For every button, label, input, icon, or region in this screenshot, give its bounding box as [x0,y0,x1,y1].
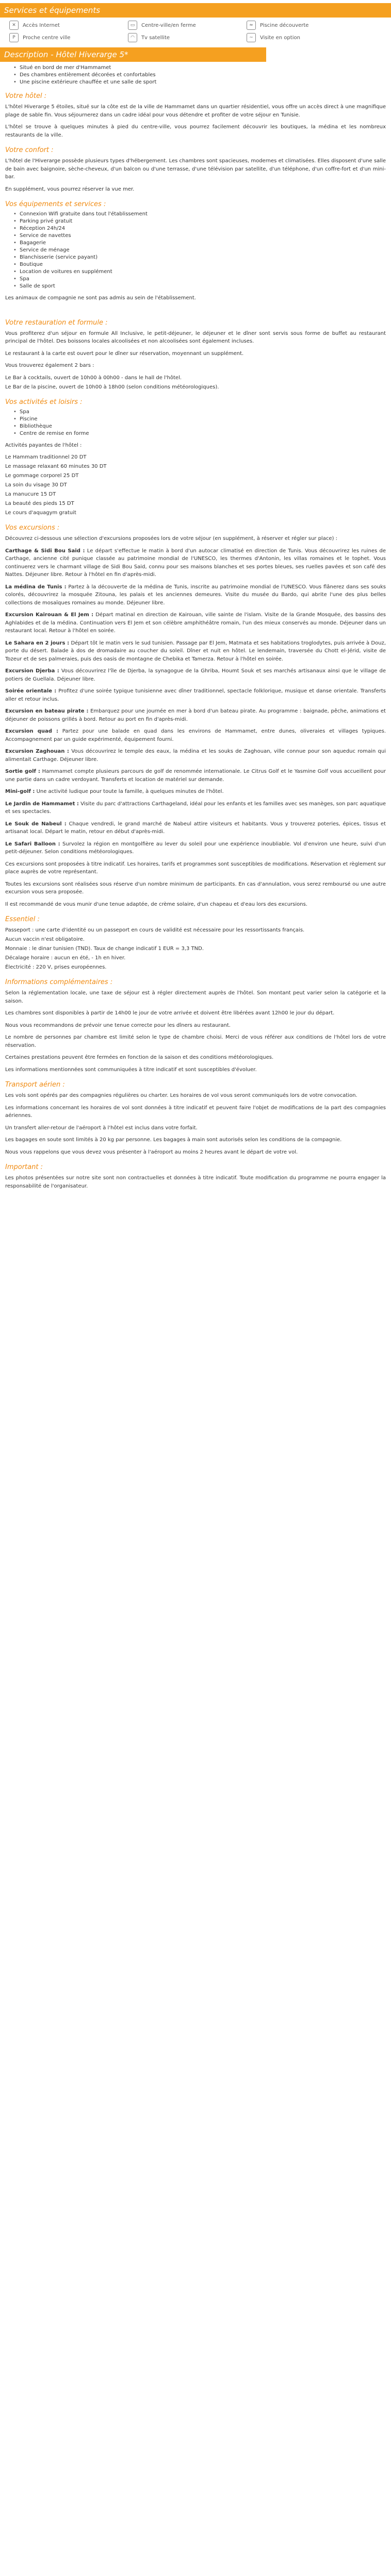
service-item [128,21,231,30]
excursion-text: Visite du parc d'attractions Carthageland, idéal pour les enfants et les familles avec ses manèges, son parc aquatique et ses spectacles. [5,801,386,815]
activites-list [13,409,391,436]
activite-item: • Centre de remise en forme [13,431,391,436]
service-item [9,21,112,30]
equipement-item: • Connexion Wifi gratuite dans tout l'établissement [13,211,391,217]
essentiel-item: Électricité : 220 V, prises européennes. [5,964,107,970]
restauration-para: Vous profiterez d'un séjour en formule All Inclusive, le petit-déjeuner, le déjeuner et le dîner sont servis sous forme de buffet au restaurant principal de l'hôtel. Des boissons locales alcoolisées et non alcoolisées sont également incluses. [5,330,386,344]
excursion-item [5,800,386,816]
pratiques-para: Les informations mentionnées sont communiquées à titre indicatif et sont susceptibles d'évoluer. [5,1066,257,1073]
excursion-text: Une activité ludique pour toute la famille, à quelques minutes de l'hôtel. [36,789,224,794]
services-grid [9,21,391,42]
paid-activite-item: Le massage relaxant 60 minutes 30 DT [5,464,107,469]
transport-para: Les bagages en soute sont limités à 20 kg par personne. Les bagages à main sont autorisés selon les conditions de la compagnie. [5,1137,342,1143]
excursion-item [5,583,386,607]
bar-item: Le Bar de la piscine, ouvert de 10h00 à 18h00 (selon conditions météorologiques). [5,384,219,390]
excursion-item [5,547,386,579]
equipement-item: • Service de ménage [13,247,391,253]
excursion-item [5,639,386,664]
activite-item: • Spa [13,409,391,415]
excursion-item [5,788,386,796]
service-item [247,21,350,30]
page [0,0,391,1205]
pratiques-title: Informations complémentaires : [5,978,113,986]
info-note: Ces excursions sont proposées à titre indicatif. Les horaires, tarifs et programmes sont susceptibles de modifications. Réservation et règlement sur place auprès de votre représentant. [5,861,386,875]
excursion-text: Partez à la découverte de la médina de Tunis, inscrite au patrimoine mondial de l'UNESCO. Vous flânerez dans ses souks colorés, découvrirez la mosquée Zitouna, les palais et les anciennes demeures. Visite du musée du Bardo, qui abrite l'une des plus belles collections de mosaïques romaines au monde. Déjeuner libre. [5,584,386,606]
service-label: Proche centre ville [23,35,71,41]
excursion-item [5,687,386,703]
essentiel-item: Passeport : une carte d'identité ou un passeport en cours de validité est nécessaire pour les ressortissants français. [5,927,305,933]
equipement-item: • Parking privé gratuit [13,218,391,224]
equipement-item: • Blanchisserie (service payant) [13,255,391,260]
excursion-text: Le départ s'effectue le matin à bord d'un autocar climatisé en direction de Tunis. Vous découvrirez les ruines de Carthage, ancienne cité punique classée au patrimoine mondial de l'UNESCO, les thermes d'Antonin, les villas romaines et le tophet. Vous continuerez vers le charmant village de Sidi Bou Said, connu pour ses maisons blanches et ses portes bleues, ses ruelles pavées et son café des Nattes. Déjeuner libre. Retour à l'hôtel en fin d'après-midi. [5,548,386,578]
pratiques-para: Selon la réglementation locale, une taxe de séjour est à régler directement auprès de l'hôtel. Son montant peut varier selon la catégorie et la saison. [5,990,386,1004]
excursion-label: Le Sahara en 2 jours : [5,640,70,646]
votre-confort-para: L'hôtel de l'Hiverarge possède plusieurs types d'hébergement. Les chambres sont spacieuses, modernes et climatisées. Elles disposent d'une salle de bain avec baignoire, sèche-cheveux, d'un balcon ou d'une terrasse, d'une télévision par satellite, d'un téléphone, d'un coffre-fort et d'un mini-bar. [5,158,386,180]
excursion-label: La médina de Tunis : [5,584,67,590]
equipement-item: • Réception 24h/24 [13,226,391,231]
essentiel-item: Monnaie : le dinar tunisien (TND). Taux de change indicatif 1 EUR = 3,3 TND. [5,946,204,952]
excursion-label: Carthage & Sidi Bou Said : [5,548,85,554]
important-para: Les photos présentées sur notre site sont non contractuelles et données à titre indicatif. Toute modification du programme ne pourra engager la responsabilité de l'organisateur. [5,1175,386,1189]
bar-item: Le Bar à cocktails, ouvert de 10h00 à 00h00 - dans le hall de l'hôtel. [5,375,182,381]
service-label: Tv satellite [141,35,170,41]
transport-para: Un transfert aller-retour de l'aéroport à l'hôtel est inclus dans votre forfait. [5,1125,198,1131]
votre-hotel-paras [0,103,391,139]
equipements-title: Vos équipements et services : [5,200,106,208]
essentiel-item: Aucun vaccin n'est obligatoire. [5,937,85,942]
excursion-text: Partez pour une balade en quad dans les environs de Hammamet, entre dunes, oliveraies et villages typiques. Accompagnement par un guide expérimenté, équipement fourni. [5,728,386,742]
restaurant-icon: ✕ [9,21,19,30]
essentiel-list [5,926,391,971]
description-list [13,65,391,85]
activite-item: • Bibliothèque [13,423,391,429]
paid-activite-item: La soin du visage 30 DT [5,482,67,488]
excursion-text: Vous découvrirez l'île de Djerba, la synagogue de la Ghriba, Houmt Souk et ses marchés artisanaux ainsi que le village de potiers de Guellala. Déjeuner libre. [5,668,386,682]
equipements-list [13,211,391,289]
service-item [9,33,112,42]
paid-activite-item: Le gommage corporel 25 DT [5,473,79,479]
service-label: Centre-ville/en ferme [141,22,196,28]
wifi-icon: ◠ [128,33,137,42]
equipement-item: • Spa [13,276,391,282]
excursion-item [5,611,386,635]
transport-para: Les vols sont opérés par des compagnies régulières ou charter. Les horaires de vol vous seront communiqués lors de votre convocation. [5,1093,357,1098]
description-bar: Description - Hôtel Hiverarge 5* [0,47,266,62]
pratiques-para: Le nombre de personnes par chambre est limité selon le type de chambre choisi. Merci de vous référer aux conditions de l'hôtel lors de votre réservation. [5,1035,386,1048]
paid-activite-item: La manucure 15 DT [5,492,56,497]
service-label: Piscine découverte [260,22,309,28]
excursion-label: Le Safari Balloon : [5,841,60,847]
essentiel-item: Décalage horaire : aucun en été, - 1h en hiver. [5,955,126,961]
service-label: Visite en option [260,35,300,41]
paid-activities-list [5,453,391,517]
transport-title: Transport aérien : [5,1081,65,1089]
excursion-list [0,547,391,856]
votre-confort-title: Votre confort : [5,146,54,154]
services-bar: Services et équipements [0,3,391,18]
excursion-text: Vous découvrirez le temple des eaux, la médina et les souks de Zaghouan, ville connue pour son aqueduc romain qui alimentait Carthage. Déjeuner libre. [5,749,386,762]
excursion-label: Excursion en bateau pirate : [5,708,89,714]
description-item: • Situé en bord de mer d'Hammamet [13,65,391,71]
excursion-label: Le Jardin de Hammamet : [5,801,79,807]
pratiques-paras [0,989,391,1074]
votre-hotel-para: L'hôtel Hiverarge 5 étoiles, situé sur la côte est de la ville de Hammamet dans un quartier résidentiel, vous offre un accès direct à une magnifique plage de sable fin. Vous séjournerez dans un cadre idéal pour vous détendre et profiter de votre séjour en Tunisie. [5,104,386,118]
info-note: Toutes les excursions sont réalisées sous réserve d'un nombre minimum de participants. En cas d'annulation, vous serez remboursé ou une autre excursion vous sera proposée. [5,881,386,895]
excursion-item [5,820,386,836]
restauration-title: Votre restauration et formule : [5,318,108,327]
activite-item: • Piscine [13,416,391,422]
activites-note: Activités payantes de l'hôtel : [5,442,82,448]
excursion-label: Mini-golf : [5,789,35,794]
paid-activite-item: La beauté des pieds 15 DT [5,501,74,506]
excursion-text: Départ tôt le matin vers le sud tunisien. Passage par El Jem, Matmata et ses habitations troglodytes, puis arrivée à Douz, porte du désert. Balade à dos de dromadaire au coucher du soleil. Dîner et nuit en hôtel. Le lendemain, traversée du Chott el-Jérid, visite de Tozeur et de ses palmeraies, puis des oasis de montagne de Chebika et Tamerza. Retour à l'hôtel en soirée. [5,640,386,662]
pool-icon: ≈ [247,21,256,30]
tv-icon: ▭ [128,21,137,30]
description-item: • Des chambres entièrement décorées et confortables [13,72,391,78]
excursion-item [5,707,386,723]
equipements-note: Les animaux de compagnie ne sont pas admis au sein de l'établissement. [5,295,196,301]
votre-hotel-para: L'hôtel se trouve à quelques minutes à pied du centre-ville, vous pourrez facilement découvrir les boutiques, la médina et les nombreux restaurants de la ville. [5,124,386,138]
excursion-label: Sortie golf : [5,769,40,774]
equipement-item: • Location de voitures en supplément [13,269,391,275]
votre-hotel-title: Votre hôtel : [5,92,47,100]
votre-confort-para2: En supplément, vous pourrez réserver la vue mer. [5,186,135,192]
excursion-item [5,748,386,764]
parking-icon: P [9,33,19,42]
excursion-label: Le Souk de Nabeul : [5,821,67,827]
excursion-text: Départ matinal en direction de Kairouan, ville sainte de l'islam. Visite de la Grande Mosquée, des bassins des Aghlabides et de la médina. Continuation vers El Jem et son célèbre amphithéâtre romain, l'un des mieux conservés au monde. Déjeuner dans un restaurant local. Retour à l'hôtel en soirée. [5,612,386,634]
excursion-text: Hammamet compte plusieurs parcours de golf de renommée internationale. Le Citrus Golf et le Yasmine Golf vous accueillent pour une partie dans un cadre verdoyant. Transferts et location de matériel sur demande. [5,769,386,783]
excursion-label: Excursion Kairouan & El Jem : [5,612,94,618]
excursions-intro: Découvrez ci-dessous une sélection d'excursions proposées lors de votre séjour (en supplément, à réserver et régler sur place) : [5,536,337,541]
paid-activite-item: Le Hammam traditionnel 20 DT [5,454,87,460]
excursion-label: Excursion Zaghouan : [5,749,69,754]
transport-para: Les informations concernant les horaires de vol sont données à titre indicatif et peuvent faire l'objet de modifications de la part des compagnies aériennes. [5,1105,386,1118]
excursion-text: Embarquez pour une journée en mer à bord d'un bateau pirate. Au programme : baignade, pêche, animations et déjeuner de poissons grillés à bord. Retour au port en fin d'après-midi. [5,708,386,722]
essentiel-title: Essentiel : [5,916,40,923]
bars-list [5,374,391,391]
description-item: • Une piscine extérieure chauffée et une salle de sport [13,79,391,85]
pratiques-para: Nous vous recommandons de prévoir une tenue correcte pour les dîners au restaurant. [5,1022,231,1028]
pratiques-para: Certaines prestations peuvent être fermées en fonction de la saison et des conditions météorologiques. [5,1055,274,1060]
equipement-item: • Boutique [13,262,391,267]
restauration-para3: Vous trouverez également 2 bars : [5,363,94,368]
excursion-text: Survolez la région en montgolfière au lever du soleil pour une expérience inoubliable. Vol d'environ une heure, suivi d'un petit-déjeuner. Selon conditions météorologiques. [5,841,386,855]
service-label: Accès Internet [23,22,60,28]
transport-paras [0,1092,391,1156]
pratiques-para: Les chambres sont disponibles à partir de 14h00 le jour de votre arrivée et doivent être libérées avant 12h00 le jour du départ. [5,1010,335,1016]
info-note: Il est recommandé de vous munir d'une tenue adaptée, de crème solaire, d'un chapeau et d'eau lors des excursions. [5,901,307,907]
excursions-title: Vos excursions : [5,524,60,532]
paid-activite-item: Le cours d'aquagym gratuit [5,510,76,516]
excursion-item [5,840,386,856]
excursion-label: Excursion Djerba : [5,668,59,674]
sea-icon: ~ [247,33,256,42]
service-item [247,33,350,42]
excursion-label: Soirée orientale : [5,688,57,694]
equipement-item: • Service de navettes [13,233,391,239]
restauration-para2: Le restaurant à la carte est ouvert pour le dîner sur réservation, moyennant un supplément. [5,350,244,357]
transport-para: Nous vous rappelons que vous devez vous présenter à l'aéroport au moins 2 heures avant le départ de votre vol. [5,1149,298,1155]
equipement-item: • Salle de sport [13,283,391,289]
excursion-text: Profitez d'une soirée typique tunisienne avec dîner traditionnel, spectacle folklorique, musique et danse orientale. Transferts aller et retour inclus. [5,688,386,702]
excursion-label: Excursion quad : [5,728,58,734]
excursion-item [5,727,386,743]
service-item [128,33,231,42]
equipement-item: • Bagagerie [13,240,391,246]
excursion-item [5,768,386,784]
excursion-item [5,667,386,683]
important-title: Important : [5,1163,43,1171]
info-notes [0,860,391,909]
excursion-text: Chaque vendredi, le grand marché de Nabeul attire visiteurs et habitants. Vous y trouverez poteries, épices, tissus et artisanat local. Départ le matin, retour en début d'après-midi. [5,821,386,835]
activites-title: Vos activités et loisirs : [5,398,83,406]
